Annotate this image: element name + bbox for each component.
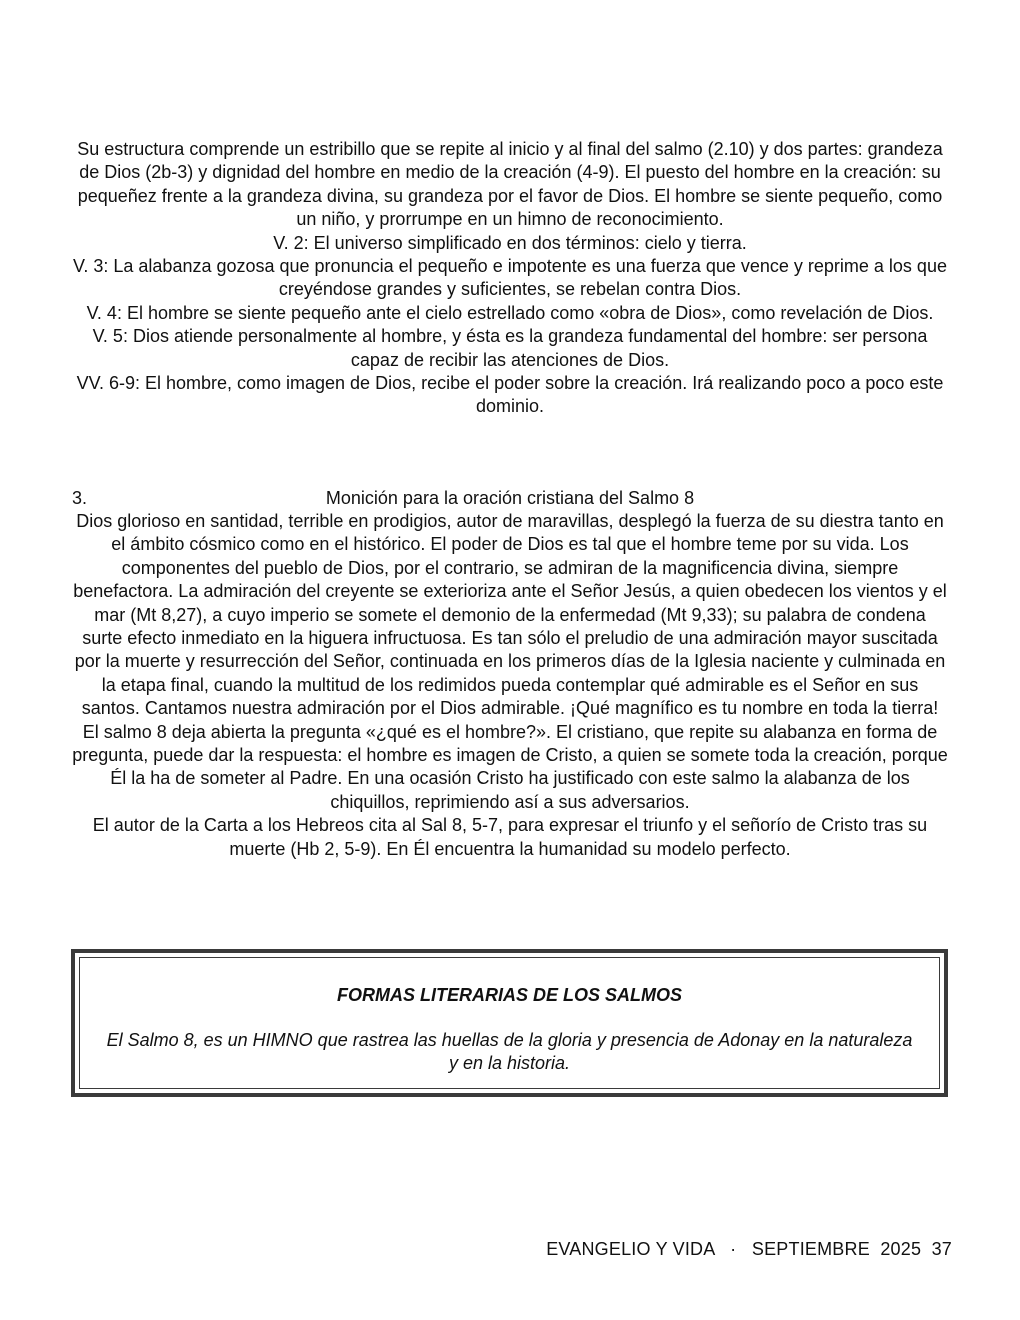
section-number: 3. (72, 488, 88, 508)
box-inner-frame (79, 957, 940, 1089)
box-title: FORMAS LITERARIAS DE LOS SALMOS (336, 985, 682, 1005)
section-title: Monición para la oración cristiana del Salmo 8 (325, 488, 695, 508)
intro-section (72, 138, 948, 419)
verse-3-note: V. 3: La alabanza gozosa que pronuncia el pequeño e impotente es una fuerza que vence y reprime a los que creyéndose grandes y suficientes, se rebelan contra Dios. (73, 256, 947, 300)
footer-publication: EVANGELIO Y VIDA (546, 1239, 715, 1259)
section-paragraph: El autor de la Carta a los Hebreos cita al Sal 8, 5-7, para expresar el triunfo y el señorío de Cristo tras su muerte (Hb 2, 5-9). En Él encuentra la humanidad su modelo perfecto. (92, 815, 928, 859)
footer-separator: · (730, 1239, 737, 1259)
literary-forms-box (71, 949, 948, 1097)
intro-paragraph: Su estructura comprende un estribillo que se repite al inicio y al final del salmo (2.10) y dos partes: grandeza de Dios (2b-3) y dignidad del hombre en medio de la creación (4-9). El puesto del hombre en la creación: su pequeñez frente a la grandeza divina, su grandeza por el favor de Dios. El hombre se siente pequeño, como un niño, y prorrumpe en un himno de reconocimiento. (77, 139, 943, 230)
page-number: 37 (931, 1239, 952, 1259)
verse-4-note: V. 4: El hombre se siente pequeño ante el cielo estrellado como «obra de Dios», como revelación de Dios. (86, 302, 934, 323)
section-paragraph: El salmo 8 deja abierta la pregunta «¿qué es el hombre?». El cristiano, que repite su alabanza en forma de pregunta, puede dar la respuesta: el hombre es imagen de Cristo, a quien se somete toda la creación, porque Él la ha de someter al Padre. En una ocasión Cristo ha justificado con este salmo la alabanza de los chiquillos, reprimiendo así a sus adversarios. (72, 721, 948, 812)
verses-6-9-note: VV. 6-9: El hombre, como imagen de Dios, recibe el poder sobre la creación. Irá realizando poco a poco este dominio. (76, 373, 944, 417)
section-heading (72, 487, 948, 510)
verse-2-note: V. 2: El universo simplificado en dos términos: cielo y tierra. (273, 232, 747, 253)
section-3 (72, 487, 948, 861)
section-paragraph: Dios glorioso en santidad, terrible en prodigios, autor de maravillas, desplegó la fuerza de su diestra tanto en el ámbito cósmico como en el histórico. El poder de Dios es tal que el hombre teme por su vida. Los componentes del pueblo de Dios, por el contrario, se admiran de la magnificencia divina, siempre benefactora. La admiración del creyente se exterioriza ante el Señor Jesús, a quien obedecen los vientos y el mar (Mt 8,27), a cuyo imperio se somete el demonio de la enfermedad (Mt 9,33); su palabra de condena surte efecto inmediato en la higuera infructuosa. Es tan sólo el preludio de una admiración mayor suscitada por la muerte y resurrección del Señor, continuada en los primeros días de la Iglesia naciente y culminada en la etapa final, cuando la multitud de los redimidos pueda contemplar qué admirable es el Señor en sus santos. Cantamos nuestra admiración por el Dios admirable. ¡Qué magnífico es tu nombre en toda la tierra! (73, 511, 947, 719)
verse-5-note: V. 5: Dios atiende personalmente al hombre, y ésta es la grandeza fundamental del hombre: ser persona capaz de recibir las atenciones de Dios. (92, 326, 928, 370)
box-text: El Salmo 8, es un HIMNO que rastrea las huellas de la gloria y presencia de Adonay en la naturaleza y en la historia. (106, 1030, 913, 1074)
page-footer (546, 1238, 952, 1260)
footer-date: SEPTIEMBRE 2025 (751, 1239, 922, 1259)
